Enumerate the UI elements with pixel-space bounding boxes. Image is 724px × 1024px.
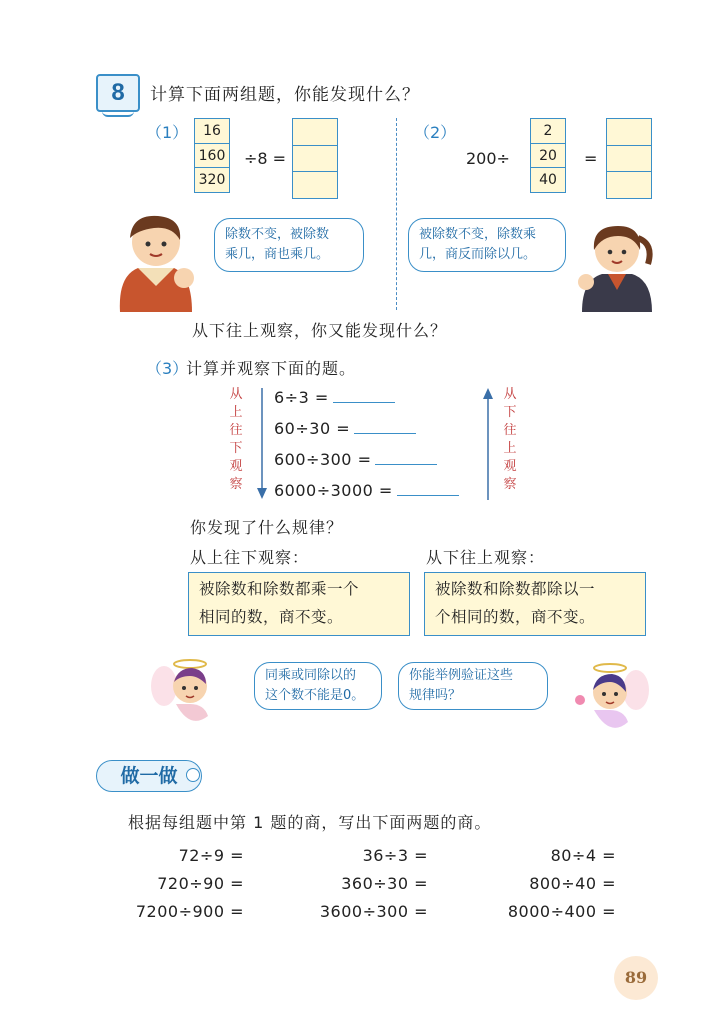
- answer-blank[interactable]: [333, 388, 395, 403]
- problem-title: 计算下面两组题，你能发现什么？: [150, 85, 420, 105]
- bubble-line: 你能举例验证这些: [409, 668, 514, 683]
- part1-dividend-column: [194, 118, 230, 193]
- equation-row: [274, 388, 395, 407]
- equation-row: [274, 419, 416, 438]
- divisor-cell: 2: [530, 118, 566, 144]
- practice-title: 做一做: [96, 760, 202, 792]
- answer-blank[interactable]: [375, 450, 437, 465]
- equation-text: 600÷300 =: [274, 450, 372, 469]
- part1-answer-column: [292, 118, 338, 199]
- divisor-cell: 40: [530, 167, 566, 193]
- rule-line: 被除数和除数都乘一个: [199, 580, 360, 598]
- part1-label: （1）: [146, 123, 189, 142]
- dashed-divider: [396, 118, 397, 310]
- answer-box[interactable]: [606, 145, 652, 173]
- bubble-line: 乘几，商也乘几。: [225, 247, 330, 262]
- answer-blank[interactable]: [354, 419, 416, 434]
- equation-row: [274, 481, 459, 500]
- answer-box[interactable]: [292, 118, 338, 146]
- practice-item: 8000÷400 =: [507, 902, 616, 921]
- top-down-vertical-label: 从上往下观察: [229, 387, 243, 492]
- practice-item: 80÷4 =: [550, 846, 616, 865]
- practice-item: 800÷40 =: [529, 874, 616, 893]
- bottom-up-rule-box: [424, 572, 646, 636]
- bubble-line: 同乘或同除以的: [265, 668, 357, 683]
- dividend-cell: 16: [194, 118, 230, 144]
- equation-text: 6÷3 =: [274, 388, 329, 407]
- part2-prefix: 200÷: [466, 149, 510, 168]
- angel-left-speech-bubble: [254, 662, 382, 710]
- girl-illustration: [574, 214, 660, 312]
- part3-label: （3）: [146, 359, 189, 378]
- bottom-up-vertical-label: 从下往上观察: [503, 387, 517, 492]
- equation-text: 60÷30 =: [274, 419, 351, 438]
- practice-item: 720÷90 =: [157, 874, 244, 893]
- bubble-line: 这个数不能是0。: [265, 688, 365, 703]
- practice-item: 360÷30 =: [341, 874, 428, 893]
- bubble-line: 被除数不变，除数乘: [419, 227, 537, 242]
- part2-answer-column: [606, 118, 652, 199]
- angel-right-speech-bubble: [398, 662, 548, 710]
- part3-title: 计算并观察下面的题。: [186, 359, 357, 378]
- part2-divisor-column: [530, 118, 566, 193]
- bottom-up-question: 从下往上观察，你又能发现什么？: [192, 321, 448, 340]
- page-number: 89: [614, 956, 658, 1000]
- problem-number-badge: 8: [96, 74, 140, 112]
- answer-box[interactable]: [292, 171, 338, 199]
- answer-box[interactable]: [606, 171, 652, 199]
- answer-box[interactable]: [292, 145, 338, 173]
- bubble-line: 除数不变，被除数: [225, 227, 330, 242]
- bubble-line: 规律吗？: [409, 688, 462, 703]
- rule-line: 被除数和除数都除以一: [435, 580, 596, 598]
- dividend-cell: 320: [194, 167, 230, 193]
- practice-item: 36÷3 =: [362, 846, 428, 865]
- angel-right-illustration: [566, 660, 650, 738]
- dividend-cell: 160: [194, 143, 230, 169]
- angel-left-illustration: [150, 656, 230, 730]
- practice-item: 7200÷900 =: [135, 902, 244, 921]
- practice-instruction: 根据每组题中第 1 题的商，写出下面两题的商。: [128, 813, 492, 832]
- practice-item: 3600÷300 =: [319, 902, 428, 921]
- top-down-heading: 从上往下观察：: [190, 548, 310, 567]
- part1-operator: ÷8 =: [244, 149, 287, 168]
- boy-speech-bubble: [214, 218, 364, 272]
- divisor-cell: 20: [530, 143, 566, 169]
- top-down-rule-box: [188, 572, 410, 636]
- answer-box[interactable]: [606, 118, 652, 146]
- rule-line: 相同的数，商不变。: [199, 608, 344, 626]
- answer-blank[interactable]: [397, 481, 459, 496]
- title-ornament-icon: [186, 768, 200, 782]
- part2-label: （2）: [414, 123, 457, 142]
- girl-speech-bubble: [408, 218, 566, 272]
- boy-illustration: [108, 206, 204, 312]
- practice-item: 72÷9 =: [178, 846, 244, 865]
- bottom-up-heading: 从下往上观察：: [426, 548, 546, 567]
- equation-text: 6000÷3000 =: [274, 481, 393, 500]
- part2-equals: =: [584, 149, 598, 168]
- bubble-line: 几，商反而除以几。: [419, 247, 537, 262]
- rule-line: 个相同的数，商不变。: [435, 608, 596, 626]
- down-arrow-icon: [256, 388, 268, 500]
- rule-question: 你发现了什么规律？: [190, 518, 344, 537]
- up-arrow-icon: [482, 388, 494, 500]
- equation-row: [274, 450, 437, 469]
